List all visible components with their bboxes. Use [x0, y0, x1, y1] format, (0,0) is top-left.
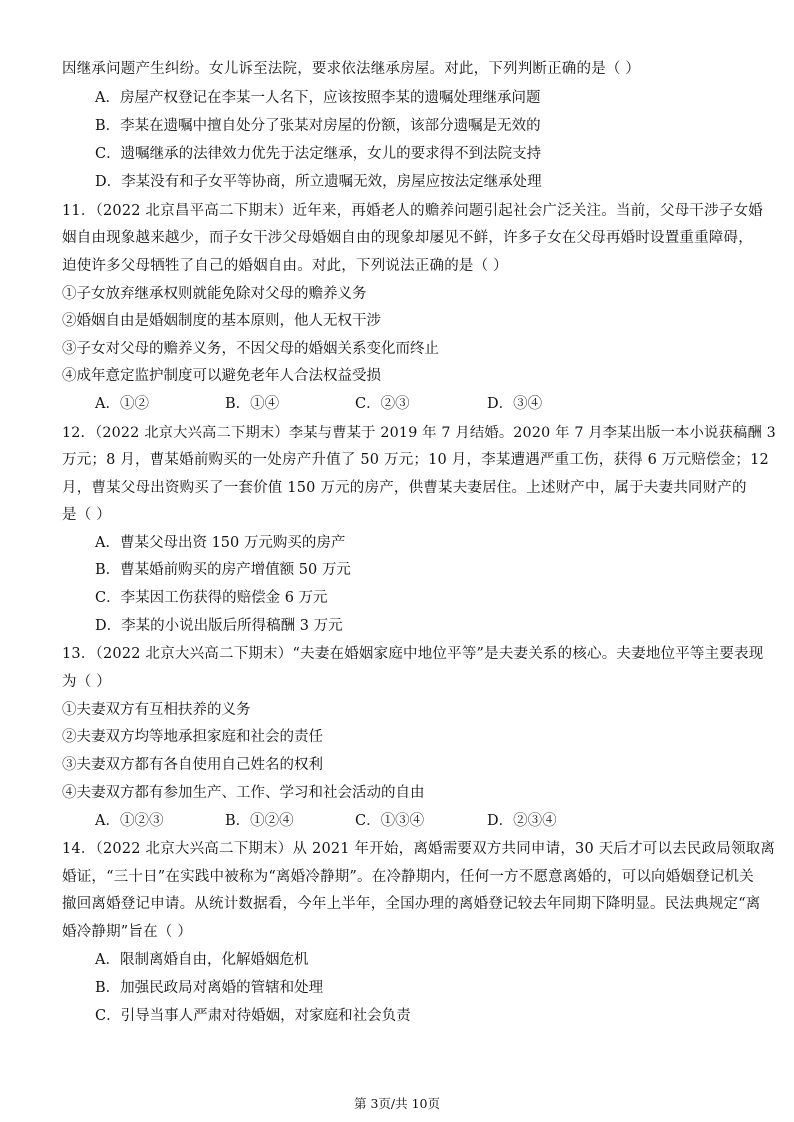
q11-stem-line-2: 姻自由现象越来越少，而子女干涉父母婚姻自由的现象却屡见不鲜，许多子女在父母再婚时设置重重障碍，	[62, 230, 753, 246]
q12-stem-line-4: 是（ ）	[62, 507, 111, 523]
q13-choice-b: B．①②④	[225, 813, 294, 829]
q13-stem-line-2: 为（ ）	[62, 674, 111, 690]
q10-stem-tail: 因继承问题产生纠纷。女儿诉至法院，要求依法继承房屋。对此，下列判断正确的是（ ）	[62, 61, 641, 77]
q10-option-c: C．遗嘱继承的法律效力优先于法定继承，女儿的要求得不到法院支持	[95, 146, 542, 162]
q13-statement-3: ③夫妻双方都有各自使用自己姓名的权利	[62, 757, 323, 773]
q12-option-a: A．曹某父母出资 150 万元购买的房产	[95, 535, 346, 551]
q11-choice-d: D．③④	[487, 396, 543, 412]
q11-choice-c: C．②③	[355, 396, 410, 412]
q11-statement-1: ①子女放弃继承权则就能免除对父母的赡养义务	[62, 286, 367, 302]
q13-choice-a: A．①②③	[95, 813, 164, 829]
q10-option-a: A．房屋产权登记在李某一人名下，应该按照李某的遗嘱处理继承问题	[95, 90, 541, 106]
q11-statement-4: ④成年意定监护制度可以避免老年人合法权益受损	[62, 368, 381, 384]
q14-stem-line-1: 14．（2022 北京大兴高二下期末）从 2021 年开始，离婚需要双方共同申请，30 天后才可以去民政局领取离	[62, 841, 776, 857]
page-number: 第 3页/共 10页	[353, 1096, 441, 1111]
q11-stem-line-3: 迫使许多父母牺牲了自己的婚姻自由。对此，下列说法正确的是（ ）	[62, 258, 508, 274]
q12-stem-line-1: 12．（2022 北京大兴高二下期末）李某与曹某于 2019 年 7 月结婚。2020 年 7 月李某出版一本小说获稿酬 3	[62, 425, 776, 441]
q11-choice-a: A．①②	[95, 396, 149, 412]
q14-option-c: C．引导当事人严肃对待婚姻，对家庭和社会负责	[95, 1008, 411, 1024]
q13-choice-d: D．②③④	[487, 813, 557, 829]
q14-stem-line-3: 撤回离婚登记申请。从统计数据看，今年上半年，全国办理的离婚登记较去年同期下降明显。民法典规定“离	[62, 896, 761, 912]
q14-option-b: B．加强民政局对离婚的管辖和处理	[95, 980, 324, 996]
q13-statement-4: ④夫妻双方都有参加生产、工作、学习和社会活动的自由	[62, 785, 425, 801]
q12-option-b: B．曹某婚前购买的房产增值额 50 万元	[95, 562, 351, 578]
q13-statement-2: ②夫妻双方均等地承担家庭和社会的责任	[62, 729, 323, 745]
q10-option-d: D．李某没有和子女平等协商，所立遗嘱无效，房屋应按法定继承处理	[95, 174, 542, 190]
q14-option-a: A．限制离婚自由，化解婚姻危机	[95, 952, 309, 968]
q14-stem-line-4: 婚冷静期”旨在（ ）	[62, 924, 193, 940]
q11-choices	[95, 397, 695, 415]
q12-stem-line-2: 万元；8 月，曹某婚前购买的一处房产升值了 50 万元；10 月，李某遭遇严重工伤，获得 6 万元赔偿金；12	[62, 452, 769, 468]
q13-stem-line-1: 13．（2022 北京大兴高二下期末）“夫妻在婚姻家庭中地位平等”是夫妻关系的核心。夫妻地位平等主要表现	[62, 646, 764, 662]
q11-statement-2: ②婚姻自由是婚姻制度的基本原则，他人无权干涉	[62, 313, 381, 329]
q14-stem-line-2: 婚证，“三十日”在实践中被称为“离婚冷静期”。在冷静期内，任何一方不愿意离婚的，可以向婚姻登记机关	[62, 869, 754, 885]
q10-option-b: B．李某在遗嘱中擅自处分了张某对房屋的份额，该部分遗嘱是无效的	[95, 118, 541, 134]
q11-statement-3: ③子女对父母的赡养义务，不因父母的婚姻关系变化而终止	[62, 341, 439, 357]
q12-option-c: C．李某因工伤获得的赔偿金 6 万元	[95, 590, 328, 606]
q13-choices	[95, 814, 695, 832]
q13-statement-1: ①夫妻双方有互相扶养的义务	[62, 702, 251, 718]
q11-stem-line-1: 11．（2022 北京昌平高二下期末）近年来，再婚老人的赡养问题引起社会广泛关注。当前，父母干涉子女婚	[62, 203, 763, 219]
q13-choice-c: C．①③④	[355, 813, 425, 829]
q11-choice-b: B．①④	[225, 396, 280, 412]
q12-option-d: D．李某的小说出版后所得稿酬 3 万元	[95, 618, 343, 634]
q12-stem-line-3: 月，曹某父母出资购买了一套价值 150 万元的房产，供曹某夫妻居住。上述财产中，属于夫妻共同财产的	[62, 480, 747, 496]
